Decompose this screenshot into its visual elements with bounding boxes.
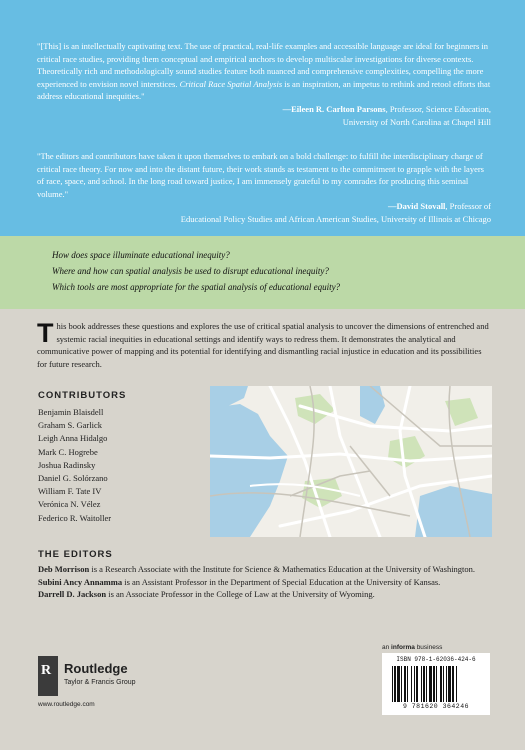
barcode-stripe [436,666,437,702]
contributor-name: Joshua Radinsky [38,459,96,470]
barcode-stripe [433,666,435,702]
contributors-list [38,406,111,525]
quote-text-end: is an inspiration, an impetus to rethink and retool efforts that address educational inequities." [37,78,491,102]
quote-author-affiliation: University of North Carolina at Chapel Hill [342,116,491,127]
editor-text: is an Associate Professor in the College of Law at the University of Wyoming. [106,589,375,600]
quote-author-title: , Professor, Science Education, [385,103,491,114]
editor-text: is a Research Associate with the Institute for Science & Mathematics Education at the University of Washington. [89,564,476,574]
barcode [382,653,490,715]
question-2: Where and how can spatial analysis be used to disrupt educational inequity? [52,266,329,276]
editor-bio [38,588,493,601]
question-3: Which tools are most appropriate for the spatial analysis of educational equity? [52,282,341,292]
contributor-name: Federico R. Waitoller [38,512,112,523]
praise-quote-2 [37,150,491,226]
editors-heading: THE EDITORS [38,549,113,560]
editor-bio [38,576,493,589]
barcode-stripe [452,666,454,702]
editor-name: Darrell D. Jackson [38,589,107,600]
barcode-stripe [446,666,447,702]
barcode-stripe [404,666,406,702]
isbn-label: ISBN 978-1-62036-424-6 [396,656,476,663]
quote-author-title: , Professor of [445,201,491,212]
city-map-illustration [210,386,492,537]
informa-suffix: business [414,644,443,651]
barcode-stripe [416,666,418,702]
quote-author-affiliation: Educational Policy Studies and African American Studies, University of Illinois at Chicago [180,213,491,224]
contributor-name: Mark C. Hogrebe [38,446,98,457]
informa-business-line [382,644,442,651]
contributors-heading: CONTRIBUTORS [38,390,127,401]
editor-text: is an Assistant Professor in the Department of Special Education at the University of Kansas. [122,576,441,587]
editor-name: Deb Morrison [38,564,90,574]
quote-attribution [37,103,491,128]
barcode-stripe [426,666,427,702]
barcode-stripe [411,666,412,702]
barcode-stripe [440,666,442,702]
guiding-questions [52,247,340,295]
quote-book-title: Critical Race Spatial Analysis [179,78,283,89]
book-description [37,320,492,370]
barcode-stripe [423,666,425,702]
publisher-website: www.routledge.com [38,701,95,708]
barcode-stripe [456,666,457,702]
editor-name: Subini Ancy Annamma [38,576,123,587]
drop-cap: T [37,318,54,348]
contributor-name: Benjamin Blaisdell [38,407,104,417]
editor-bio [38,563,493,576]
publisher-group: Taylor & Francis Group [64,679,136,686]
contributor-name: Leigh Anna Hidalgo [38,433,108,444]
barcode-stripe [448,666,451,702]
barcode-bars [392,666,480,702]
barcode-stripe [429,666,432,702]
editors-bios [38,563,493,601]
barcode-stripe [401,666,402,702]
quote-text: "The editors and contributors have taken it upon themselves to embark on a bold challenge: to fulfill the interdisciplinary charge of critical race theory. For now and into the distant future, their work stands as testament to the commitment to grapple with the layers of race, space, and school. In the long road toward justice, I am immensely grateful to my comrades for producing this seminal volume." [37,151,484,199]
quote-author: —Eileen R. Carlton Parsons [282,103,386,114]
barcode-stripe [421,666,422,702]
svg-text:R: R [41,663,52,678]
contributor-name: Verónica N. Vélez [38,499,101,510]
barcode-stripe [443,666,444,702]
routledge-logo-icon [38,656,58,696]
barcode-stripe [407,666,408,702]
praise-quote-1 [37,40,491,128]
informa-prefix: an [382,644,392,651]
barcode-stripe [394,666,396,702]
quote-text: "[This] is an intellectually captivating text. The use of practical, real-life examples and accessible language are ideal for beginners in critical race studies, providing them conceptual and empirical anchors to develop multiscalar investigations for diverse contexts. Theoretically rich and methodologically sound studies feature both nuanced and comprehensive complexities, compelling the more experienced to envision novel interstices. [37,41,489,89]
quote-author: —David Stovall [388,201,446,212]
quote-attribution [37,200,491,225]
barcode-stripe [414,666,415,702]
publisher-name: Routledge [64,661,128,676]
description-text: his book addresses these questions and explores the use of critical spatial analysis to uncover the dimensions of entrenched and systemic racial inequities in educational settings and identify ways to redress them. It demonstrates the analytical and communicative power of mapping and its potential for identifying and dismantling racial injustice in education and its possibilities for future research. [37,321,489,369]
barcode-number: 9 781620 364246 [402,703,469,710]
contributor-name: Graham S. Garlick [38,420,102,431]
barcode-stripe [392,666,393,702]
question-1: How does space illuminate educational inequity? [52,250,230,260]
informa-brand: informa [391,644,415,651]
contributor-name: William F. Tate IV [38,486,102,497]
barcode-stripe [397,666,400,702]
contributor-name: Daniel G. Solórzano [38,473,108,484]
